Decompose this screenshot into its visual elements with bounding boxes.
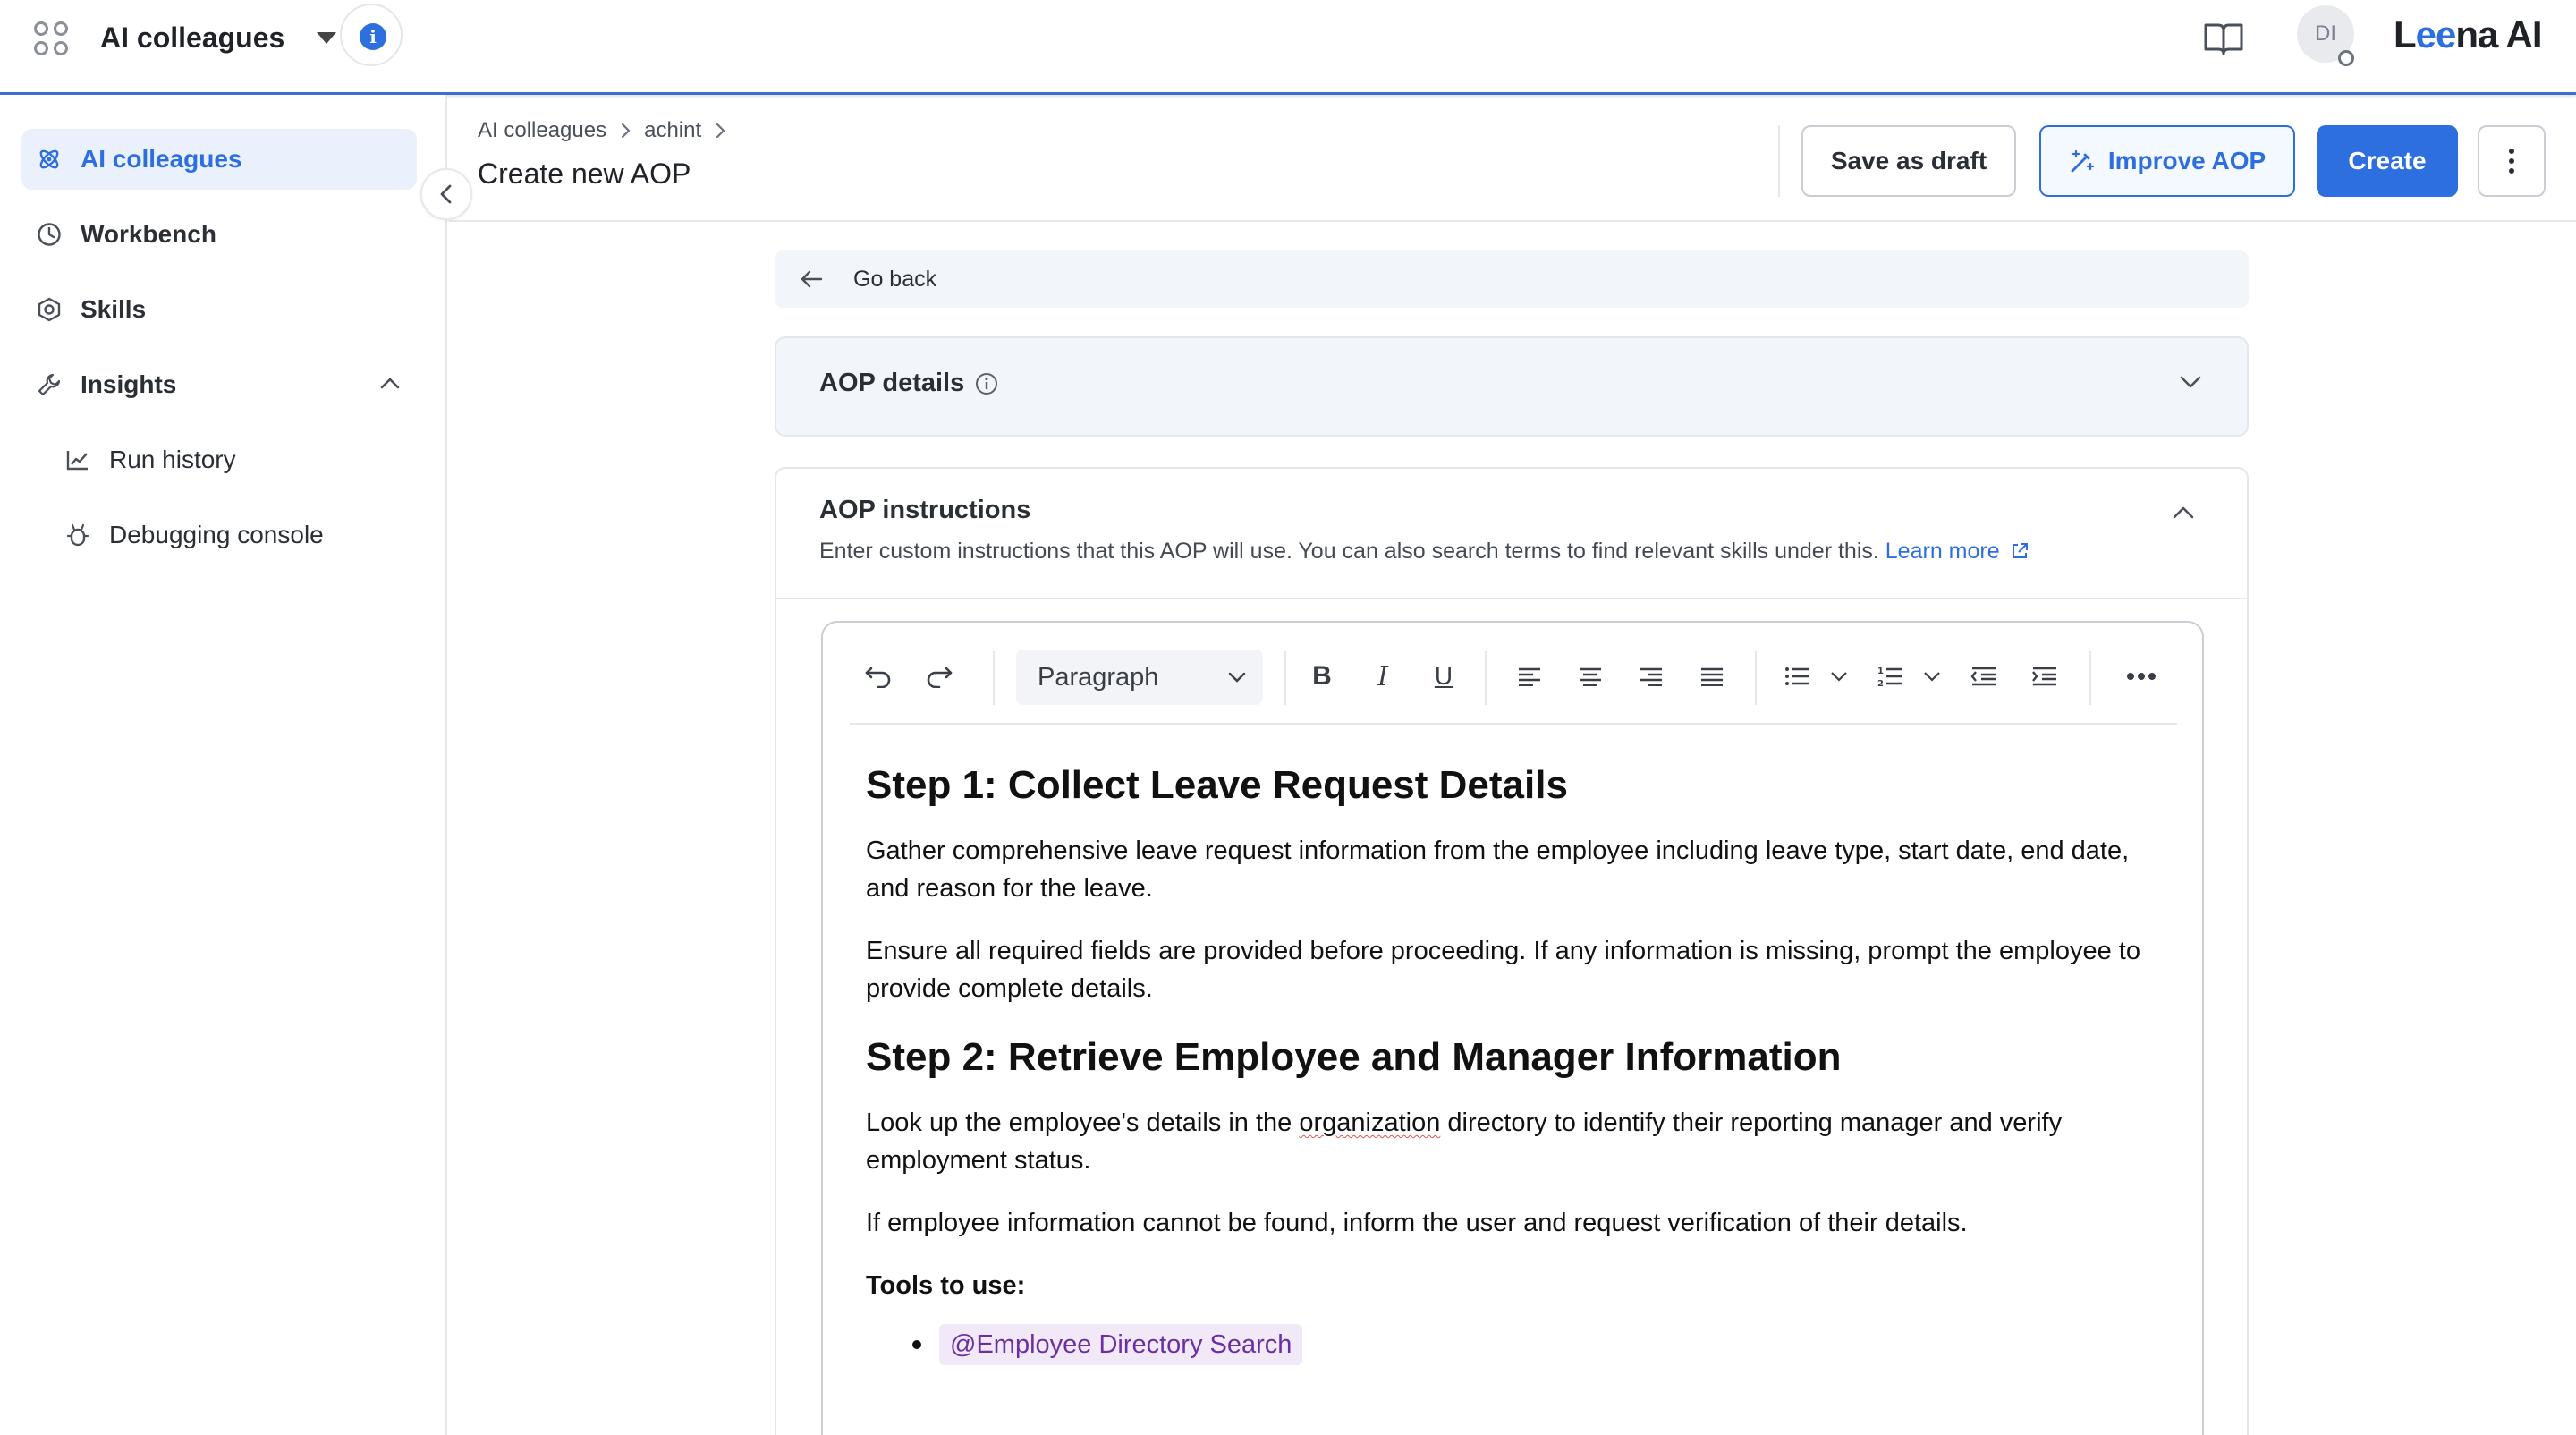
- breadcrumb-link[interactable]: AI colleagues: [478, 118, 607, 142]
- align-right-icon[interactable]: [1633, 658, 1669, 694]
- save-draft-button[interactable]: Save as draft: [1801, 125, 2016, 197]
- bullet: [912, 1340, 921, 1349]
- skill-mention-chip[interactable]: @Employee Directory Search: [939, 1324, 1302, 1365]
- create-button[interactable]: Create: [2317, 125, 2458, 197]
- breadcrumb: [478, 118, 739, 143]
- description-text: Enter custom instructions that this AOP will use. You can also search terms to find relevant skills under this.: [819, 539, 1879, 564]
- svg-text:2: 2: [1877, 679, 1884, 688]
- aop-instructions-section: [775, 467, 2249, 1435]
- clock-icon: [36, 221, 63, 248]
- paragraph: If employee information cannot be found, inform the user and request verification of their details.: [866, 1209, 1968, 1237]
- undo-icon[interactable]: [860, 658, 896, 694]
- kebab-dot: [2509, 149, 2514, 154]
- outdent-icon[interactable]: [1966, 658, 2002, 694]
- collapse-sidebar-button[interactable]: [420, 168, 472, 220]
- chevron-down-icon[interactable]: [1821, 658, 1857, 694]
- sidebar-item-debugging-console[interactable]: [21, 505, 417, 565]
- tools-list: [912, 1324, 2163, 1365]
- chevron-left-icon: [437, 183, 455, 205]
- hexagon-gear-icon: [36, 296, 63, 323]
- more-options-button[interactable]: [2478, 125, 2546, 197]
- bug-icon: [64, 522, 91, 548]
- indent-icon[interactable]: [2027, 658, 2063, 694]
- avatar[interactable]: DI: [2297, 5, 2354, 63]
- divider: [1755, 651, 1757, 705]
- sidebar-item-label: Run history: [109, 446, 236, 473]
- chevron-down-icon[interactable]: [1914, 658, 1950, 694]
- divider: [993, 651, 995, 705]
- sidebar-item-label: AI colleagues: [80, 145, 242, 173]
- breadcrumb-link[interactable]: achint: [644, 118, 702, 142]
- block-type-value: Paragraph: [1038, 662, 1159, 692]
- more-horizontal-icon[interactable]: [2123, 658, 2159, 694]
- section-title: [819, 369, 998, 398]
- bullet-list-icon[interactable]: [1780, 658, 1816, 694]
- italic-icon[interactable]: I: [1377, 660, 1388, 692]
- learn-more-link[interactable]: Learn more: [1885, 539, 2029, 564]
- align-left-icon[interactable]: [1512, 658, 1547, 694]
- kebab-dot: [2509, 168, 2514, 174]
- redo-icon[interactable]: [921, 658, 957, 694]
- svg-text:1: 1: [1877, 667, 1884, 676]
- chevron-right-icon: [714, 123, 726, 139]
- sidebar-item-workbench[interactable]: [21, 204, 417, 265]
- aop-details-title: AOP details: [819, 369, 965, 397]
- sidebar-item-run-history[interactable]: [21, 429, 417, 490]
- sidebar-item-label: Skills: [80, 295, 147, 323]
- info-button[interactable]: [340, 4, 402, 66]
- arrow-left-icon: [800, 269, 823, 289]
- app-title[interactable]: AI colleagues: [100, 21, 285, 54]
- divider: [1778, 125, 1780, 197]
- sidebar: [0, 95, 447, 1435]
- align-center-icon[interactable]: [1572, 658, 1608, 694]
- go-back-label: Go back: [853, 266, 937, 292]
- caret-down-icon[interactable]: [317, 32, 336, 44]
- numbered-list-icon[interactable]: [1873, 658, 1909, 694]
- paragraph: Ensure all required fields are provided before proceeding. If any information is missing, prompt the employee to provide complete details.: [866, 937, 2140, 1003]
- sidebar-item-ai-colleagues[interactable]: [21, 129, 417, 190]
- editor-toolbar: [850, 623, 2177, 725]
- chevron-up-icon[interactable]: [379, 376, 401, 390]
- chevron-down-icon: [1227, 671, 1247, 684]
- divider: [1284, 651, 1286, 705]
- improve-aop-button[interactable]: [2039, 125, 2295, 197]
- section-description: [819, 539, 2029, 565]
- paragraph: Gather comprehensive leave request information from the employee including leave type, start date, end date, and reason for the leave.: [866, 836, 2130, 903]
- step-heading: Step 2: Retrieve Employee and Manager Information: [866, 1035, 1842, 1079]
- page-header: [449, 95, 2576, 222]
- improve-aop-label: Improve AOP: [2107, 147, 2267, 174]
- section-title: AOP instructions: [819, 496, 1031, 524]
- sidebar-item-skills[interactable]: [21, 279, 417, 340]
- external-link-icon: [2010, 541, 2029, 561]
- magic-wand-icon: [2069, 148, 2096, 174]
- sidebar-item-insights[interactable]: [21, 354, 417, 415]
- editor-content[interactable]: [866, 760, 2163, 1365]
- brand-logo: Leena AI: [2394, 13, 2542, 55]
- align-justify-icon[interactable]: [1694, 658, 1730, 694]
- underline-icon[interactable]: U: [1434, 662, 1453, 690]
- chevron-up-icon[interactable]: [2172, 505, 2195, 521]
- divider: [776, 598, 2247, 599]
- divider: [1485, 651, 1487, 705]
- bold-icon[interactable]: B: [1312, 661, 1332, 691]
- app-switcher-icon[interactable]: [34, 21, 68, 55]
- tools-label: Tools to use:: [866, 1271, 1026, 1300]
- book-icon[interactable]: [2202, 20, 2245, 57]
- chevron-down-icon[interactable]: [2179, 374, 2202, 390]
- kebab-dot: [2509, 158, 2514, 164]
- top-bar: [0, 0, 2576, 95]
- wrench-icon: [36, 371, 63, 398]
- rich-text-editor[interactable]: [821, 621, 2204, 1435]
- list-item: [912, 1324, 2163, 1365]
- info-icon: i: [360, 23, 386, 50]
- divider: [2089, 651, 2091, 705]
- status-indicator: [2338, 50, 2354, 66]
- aop-details-section[interactable]: [775, 336, 2249, 437]
- sidebar-item-label: Workbench: [80, 220, 216, 248]
- sidebar-item-label: Debugging console: [109, 521, 324, 548]
- paragraph: Look up the employee's details in the organization directory to identify their reporting manager and verify employment status.: [866, 1108, 2063, 1175]
- page-title: Create new AOP: [478, 157, 691, 190]
- go-back-bar[interactable]: [775, 250, 2249, 308]
- step-heading: Step 1: Collect Leave Request Details: [866, 763, 1568, 807]
- block-type-select[interactable]: [1016, 650, 1263, 705]
- spellcheck-flag[interactable]: organization: [1299, 1108, 1441, 1137]
- chevron-right-icon: [619, 123, 631, 139]
- sidebar-item-label: Insights: [80, 370, 177, 398]
- atom-icon: [36, 146, 63, 173]
- info-icon[interactable]: [975, 372, 998, 395]
- line-chart-icon: [64, 446, 91, 473]
